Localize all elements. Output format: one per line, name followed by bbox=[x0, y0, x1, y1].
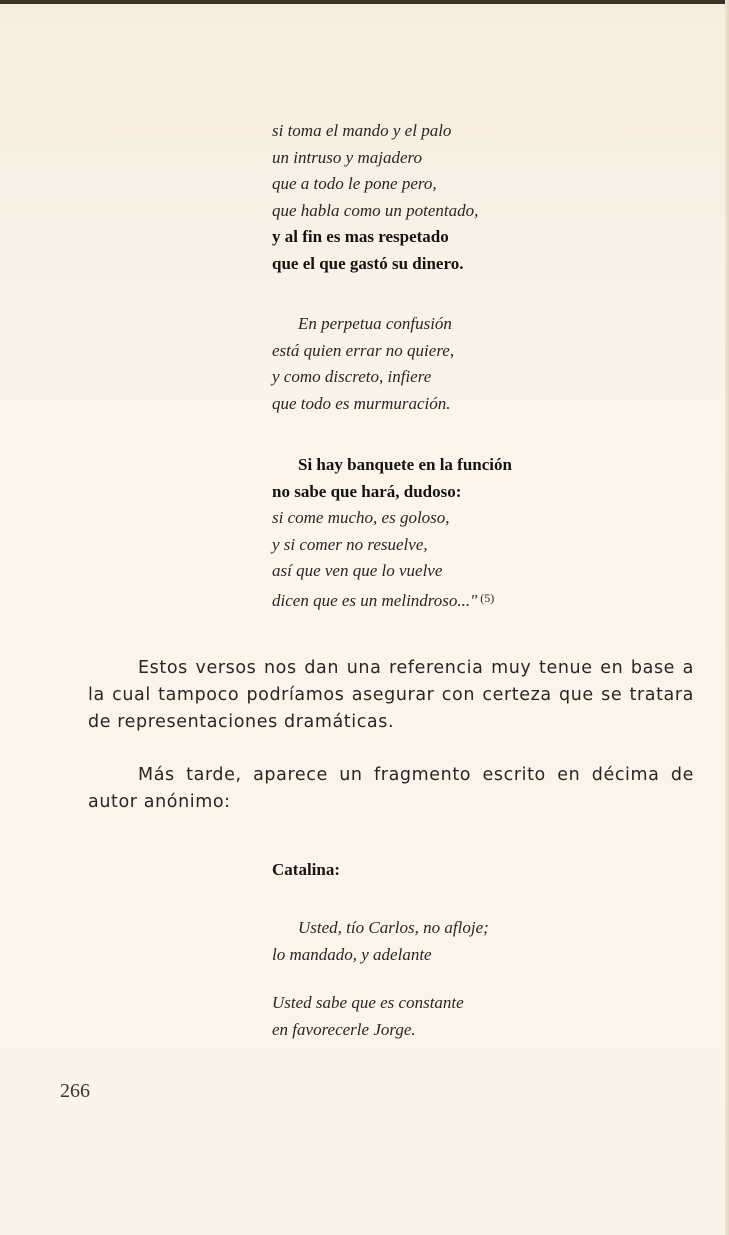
page-number: 266 bbox=[60, 1080, 90, 1102]
verse-line: y al fin es mas respetado bbox=[272, 227, 449, 246]
verse-line: En perpetua confusión bbox=[298, 314, 452, 333]
verse-stanza-3 bbox=[272, 452, 512, 614]
verse-line: lo mandado, y adelante bbox=[272, 944, 432, 964]
verse-line: así que ven que lo vuelve bbox=[272, 561, 443, 580]
verse-line-text: dicen que es un melindroso..." bbox=[272, 590, 478, 610]
verse-stanza-1 bbox=[272, 118, 478, 277]
verse-line: y como discreto, infiere bbox=[272, 367, 432, 386]
verse-line: que todo es murmuración. bbox=[272, 393, 451, 413]
verse-line: Si hay banquete en la función bbox=[298, 455, 512, 474]
paragraph-text: Estos versos nos dan una referencia muy tenue en base a la cual tampoco podríamos asegurar con certeza que se tratara de representaciones dramáticas. bbox=[88, 658, 694, 732]
verse-line: en favorecerle Jorge. bbox=[272, 1019, 416, 1039]
dialogue-stanza-2 bbox=[272, 990, 464, 1043]
dialogue-stanza-1 bbox=[272, 915, 489, 968]
verse-line: Usted, tío Carlos, no afloje; bbox=[298, 918, 489, 937]
verse-line-last bbox=[272, 585, 512, 615]
paragraph-2 bbox=[88, 762, 694, 816]
page-right-edge bbox=[725, 0, 729, 1235]
verse-line: que habla como un potentado, bbox=[272, 200, 479, 220]
verse-line: si toma el mando y el palo bbox=[272, 121, 452, 140]
verse-line: no sabe que hará, dudoso: bbox=[272, 481, 462, 501]
verse-line: que a todo le pone pero, bbox=[272, 174, 437, 193]
verse-line: y si comer no resuelve, bbox=[272, 534, 428, 554]
footnote-marker: (5) bbox=[480, 590, 495, 605]
paragraph-text: Más tarde, aparece un fragmento escrito en décima de autor anónimo: bbox=[88, 765, 694, 812]
verse-line: si come mucho, es goloso, bbox=[272, 508, 450, 527]
verse-stanza-2 bbox=[272, 311, 454, 417]
page-top-edge bbox=[0, 0, 729, 4]
verse-line: está quien errar no quiere, bbox=[272, 340, 455, 360]
verse-line: Usted sabe que es constante bbox=[272, 993, 464, 1012]
speaker-name: Catalina: bbox=[272, 860, 340, 879]
verse-line: que el que gastó su dinero. bbox=[272, 253, 464, 273]
paragraph-1 bbox=[88, 655, 694, 736]
verse-line: un intruso y majadero bbox=[272, 147, 423, 167]
